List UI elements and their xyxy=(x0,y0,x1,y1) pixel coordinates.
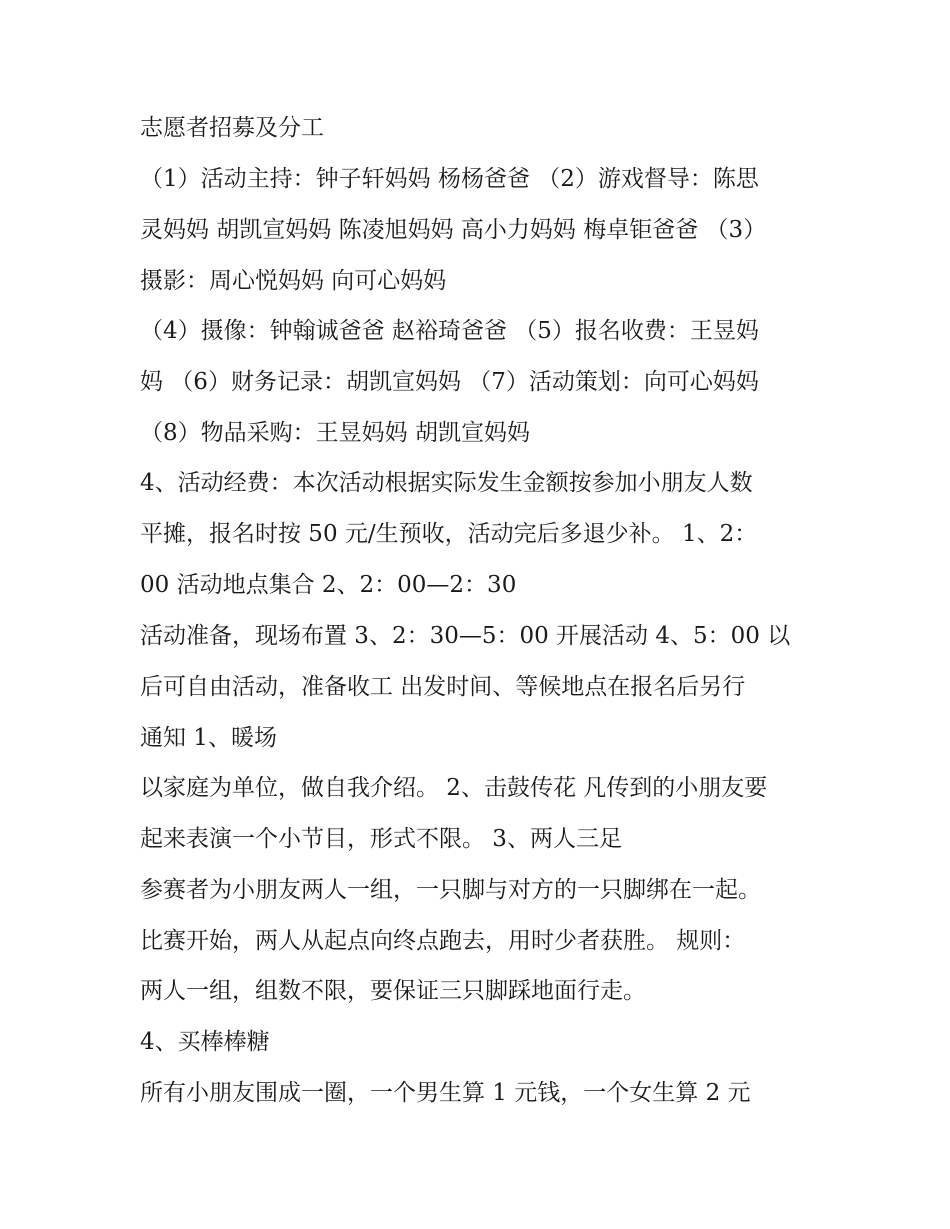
text-line: 摄影：周心悦妈妈 向可心妈妈 xyxy=(140,268,447,294)
text-line: 灵妈妈 胡凯宣妈妈 陈凌旭妈妈 高小力妈妈 梅卓钜爸爸 （3） xyxy=(140,217,767,243)
text-line: （8）物品采购：王昱妈妈 胡凯宣妈妈 xyxy=(140,420,530,446)
text-line: 所有小朋友围成一圈，一个男生算 1 元钱，一个女生算 2 元 xyxy=(140,1080,751,1106)
text-line: 以家庭为单位，做自我介绍。 2、击鼓传花 凡传到的小朋友要 xyxy=(140,775,768,801)
section-heading-lollipop: 4、买棒棒糖 xyxy=(140,1029,270,1055)
section-heading-volunteers: 志愿者招募及分工 xyxy=(140,115,324,141)
text-line: （4）摄像：钟翰诚爸爸 赵裕琦爸爸 （5）报名收费：王昱妈 xyxy=(140,318,759,344)
text-line: （1）活动主持：钟子轩妈妈 杨杨爸爸 （2）游戏督导：陈思 xyxy=(140,166,759,192)
text-line: 活动准备，现场布置 3、2：30—5：00 开展活动 4、5：00 以 xyxy=(140,623,791,649)
text-line: 参赛者为小朋友两人一组，一只脚与对方的一只脚绑在一起。 xyxy=(140,877,761,903)
text-line: 起来表演一个小节目，形式不限。 3、两人三足 xyxy=(140,826,622,852)
text-line: 通知 1、暖场 xyxy=(140,725,277,751)
text-line: 妈 （6）财务记录：胡凯宣妈妈 （7）活动策划：向可心妈妈 xyxy=(140,369,759,395)
text-line: 00 活动地点集合 2、2：00—2：30 xyxy=(140,572,517,598)
text-line: 后可自由活动，准备收工 出发时间、等候地点在报名后另行 xyxy=(140,674,746,700)
text-line: 两人一组，组数不限，要保证三只脚踩地面行走。 xyxy=(140,978,646,1004)
text-line: 平摊，报名时按 50 元/生预收，活动完后多退少补。 1、2： xyxy=(140,521,758,547)
text-line: 比赛开始，两人从起点向终点跑去，用时少者获胜。 规则： xyxy=(140,928,746,954)
text-line: 4、活动经费：本次活动根据实际发生金额按参加小朋友人数 xyxy=(140,470,753,496)
